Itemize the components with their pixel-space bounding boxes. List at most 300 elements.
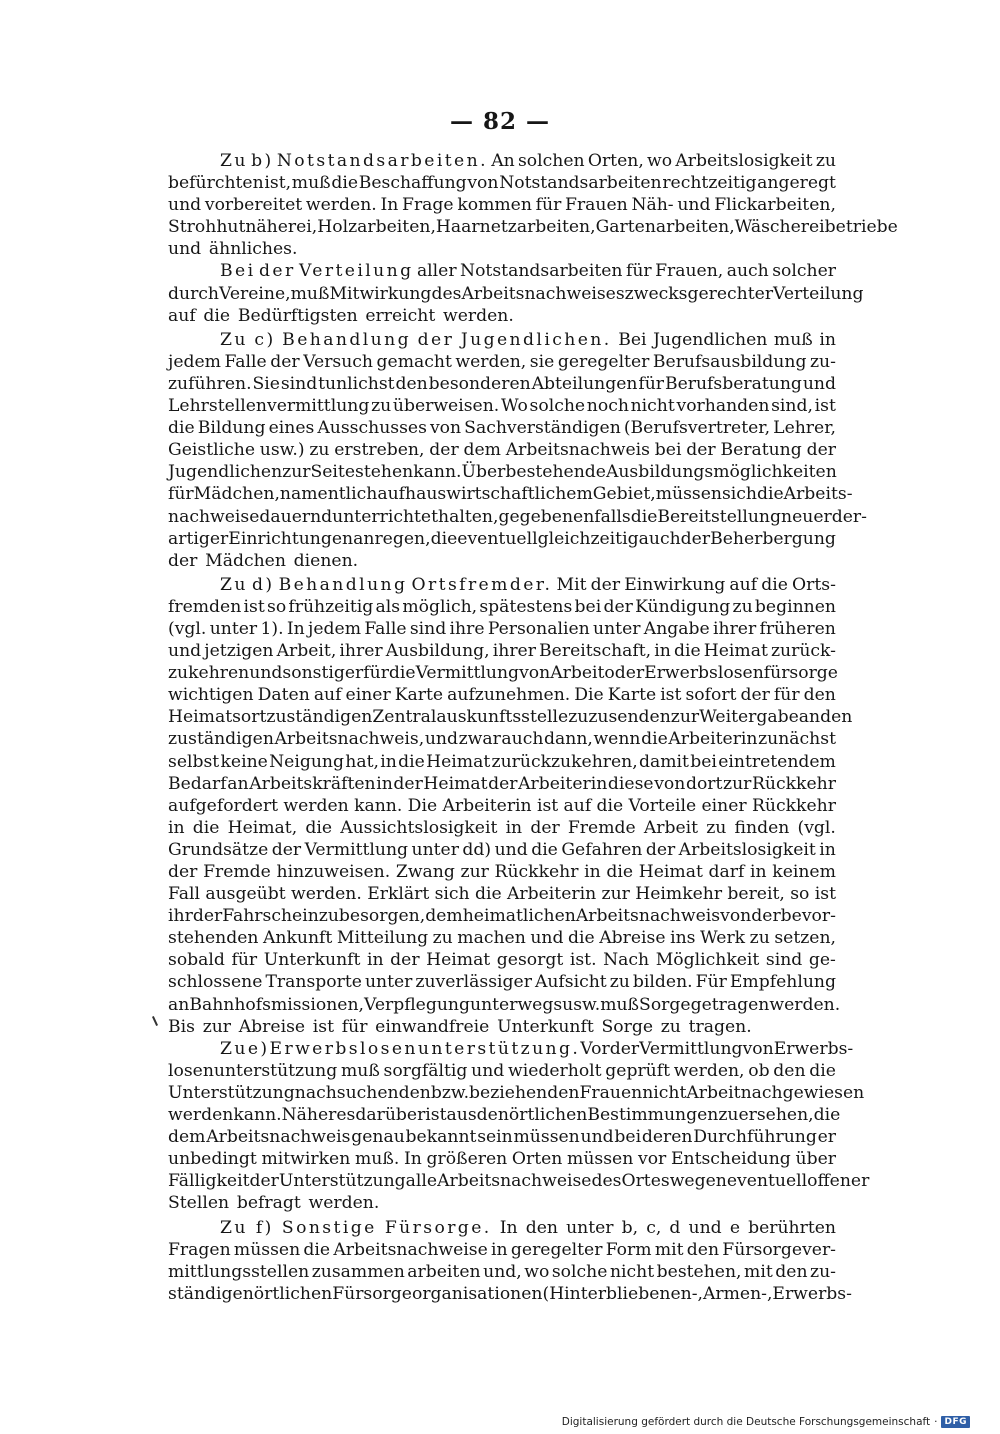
word: deren [641, 1127, 693, 1148]
footer-text: Digitalisierung gefördert durch die Deutsche Forschungsgemeinschaft [561, 1416, 931, 1428]
word: Holzarbeiten, [317, 217, 436, 238]
word: besonderen [428, 373, 531, 394]
word: einer [701, 795, 747, 816]
word: zur [601, 884, 630, 905]
word: Für [695, 972, 727, 993]
word: Fragen [168, 1239, 231, 1260]
word: ist [814, 884, 836, 905]
word: Versuch [303, 351, 373, 372]
word: der [270, 351, 300, 372]
text-line [168, 461, 836, 483]
word: des [591, 1171, 622, 1192]
word: Arbeitslosigkeit [678, 839, 816, 860]
word: Zwang [395, 862, 455, 882]
text-line [168, 351, 836, 373]
text-line [168, 1060, 836, 1082]
word: Zu [220, 1217, 248, 1238]
text-line [168, 795, 836, 817]
word: die [757, 484, 784, 505]
word: zuführen. [168, 373, 252, 394]
word: Arbeit, [276, 641, 337, 662]
word: getragen [690, 994, 770, 1015]
word: Mädchen, [193, 484, 280, 505]
word: zu [718, 1105, 739, 1126]
word: An [491, 151, 515, 171]
word: losenunterstützung [168, 1060, 338, 1081]
word: Ankunft [263, 928, 333, 949]
word: Sorge [601, 1016, 653, 1037]
word: den [803, 685, 836, 706]
word: die [168, 418, 195, 439]
word: Berufsausbildung [652, 351, 807, 372]
word: f) [255, 1217, 274, 1238]
text-line [168, 839, 836, 861]
word: genau [351, 1127, 405, 1148]
word: Die [407, 795, 438, 816]
word: Angabe [643, 618, 710, 639]
word: Karte [394, 685, 444, 706]
word: zunächst [758, 729, 836, 750]
word: Bedürftigsten [237, 305, 358, 326]
word: Notstandsarbeiten [499, 173, 662, 194]
word: Heimat [426, 751, 491, 772]
text-line [168, 260, 836, 282]
word: Strohhutnäherei, [168, 217, 318, 238]
word: In [286, 618, 305, 639]
word: Falle [364, 618, 407, 639]
word: zu [318, 906, 339, 927]
word: kann. [354, 795, 403, 816]
text-line [168, 483, 853, 505]
word: hinzuweisen. [276, 862, 391, 882]
word: der [390, 950, 420, 971]
word: keinem [772, 862, 836, 882]
word: kann. [413, 462, 462, 483]
word: Arbeiterin [507, 884, 597, 905]
word: wegen [669, 1171, 727, 1192]
word: sind [280, 373, 318, 394]
dfg-logo-icon: DFG [941, 1416, 970, 1428]
word: aller [416, 261, 457, 282]
word: einer [345, 685, 391, 706]
word: unterrichtet [332, 506, 438, 527]
word: bevor- [780, 906, 836, 927]
word: zurück- [771, 641, 836, 662]
word: Arbeitsnachweise [333, 1239, 488, 1260]
word: und [580, 1127, 614, 1148]
word: Beherbergung [710, 528, 836, 549]
word: Frauen, [655, 261, 724, 282]
word: ist [425, 1105, 447, 1126]
word: c) [254, 329, 276, 350]
word: eintretendem [718, 751, 836, 772]
word: Fremde [203, 862, 271, 882]
word: der [806, 440, 836, 461]
word: über [795, 1149, 836, 1170]
word: sein [477, 1127, 513, 1148]
word: die [630, 506, 658, 527]
word: geregelter [510, 1239, 603, 1260]
text-line [168, 283, 864, 305]
word: auf [377, 484, 406, 505]
text-line [168, 817, 836, 839]
word: keine [220, 751, 268, 772]
word: ersehen, [738, 1105, 814, 1126]
word: Vermittlung [639, 1038, 743, 1059]
word: der [271, 839, 302, 860]
word: Durchführung [693, 1127, 817, 1148]
word: für [341, 1016, 368, 1037]
word: Arbeitsnachweis [206, 1127, 351, 1148]
word: Jugendlichen [168, 462, 283, 483]
word: kommen [457, 195, 532, 216]
text-line [168, 1082, 865, 1104]
word: Bahnhofsmissionen, [189, 994, 364, 1015]
word: zuständigen [266, 707, 373, 728]
word: Zentralauskunftsstelle [372, 707, 569, 728]
word: die [303, 1239, 331, 1260]
text-line [168, 1126, 836, 1148]
word: Unterkunft [263, 950, 361, 971]
text-line [168, 994, 841, 1016]
word: darüber [355, 1105, 426, 1126]
word: Lehrer, [773, 418, 836, 439]
word: die [331, 173, 359, 194]
word: mitwirken [261, 1149, 351, 1170]
word: und [802, 373, 836, 394]
word: solcher [772, 261, 836, 282]
word: ausgeübt [205, 884, 286, 905]
word: Einrichtungen [228, 528, 354, 549]
word: Erwerbslosenunterstützung. [269, 1038, 581, 1059]
word: Bestimmungen [587, 1105, 719, 1126]
word: dauernd [259, 506, 333, 527]
word: örtlichen [508, 1105, 588, 1126]
word: bekannt [405, 1127, 477, 1148]
word: ge- [808, 950, 836, 971]
word: Empfehlung [729, 972, 836, 993]
word: tragen. [688, 1016, 752, 1037]
word: sich [434, 884, 470, 905]
word: größeren [426, 1149, 508, 1170]
word: in [505, 817, 523, 838]
word: c, [646, 1217, 662, 1238]
word: Form [605, 1239, 652, 1260]
word: an [168, 994, 190, 1015]
word: und [168, 641, 202, 662]
word: der [751, 906, 781, 927]
word: Zu [220, 151, 248, 171]
word: auch [726, 261, 769, 282]
word: Unterkunft [497, 1016, 594, 1037]
word: setzen, [774, 928, 836, 949]
word: für [638, 373, 665, 394]
word: die [430, 528, 458, 549]
word: wo [647, 151, 673, 171]
word: werden. [443, 305, 514, 326]
word: Abreise [238, 1016, 306, 1037]
word: ins [670, 928, 696, 949]
word: In [403, 1149, 422, 1170]
word: tunlichst [318, 373, 395, 394]
word: ist, [264, 173, 292, 194]
word: der [609, 1038, 640, 1059]
word: aus [446, 1105, 477, 1126]
word: usw. [562, 994, 601, 1015]
word: so [267, 596, 287, 617]
word: Bei [220, 261, 256, 282]
word: bzw. [430, 1082, 470, 1103]
word: von [654, 773, 686, 794]
word: beginnen [754, 596, 836, 617]
word: Fürsorgeorganisationen [332, 1283, 543, 1304]
word: (vgl. [168, 618, 207, 639]
word: zur [282, 462, 311, 483]
word: noch [586, 396, 629, 417]
word: fremden [168, 596, 242, 617]
word: Orten, [587, 151, 644, 171]
word: aufgefordert [168, 795, 279, 816]
word: Seite [310, 462, 356, 483]
word: dann, [544, 729, 593, 750]
word: solchen [517, 151, 585, 171]
word: eventuell [457, 528, 538, 549]
page-number: — 82 — [449, 108, 551, 135]
word: die [398, 751, 425, 772]
word: für [168, 484, 194, 505]
text-line [168, 1217, 836, 1239]
word: Karte [607, 685, 657, 706]
word: nachgewiesen [740, 1082, 865, 1103]
word: alle [405, 1171, 438, 1192]
word: in [168, 817, 185, 838]
word: und [249, 663, 283, 684]
word: Bereitstellung [657, 506, 782, 527]
word: unbedingt [168, 1149, 257, 1170]
word: gerechter [687, 283, 774, 304]
word: Falle [224, 351, 267, 372]
text-line [168, 373, 836, 395]
word: einwandfreie [375, 1016, 490, 1037]
word: schlossene [168, 972, 263, 993]
text-line [168, 150, 836, 172]
word: die [474, 884, 502, 905]
word: sind [409, 618, 447, 639]
word: Rückkehr [751, 795, 836, 816]
word: bei [574, 596, 602, 617]
word: sonstiger [282, 663, 364, 684]
word: Einwirkung [624, 574, 726, 595]
word: Ortes [621, 1171, 670, 1192]
word: unter [593, 618, 641, 639]
word: gesorgt [496, 950, 564, 971]
word: machen [457, 928, 526, 949]
word: werden, [455, 351, 527, 372]
word: der [530, 817, 560, 838]
word: Lehrstellenvermittlung [168, 396, 370, 417]
word: (Berufsvertreter, [623, 418, 771, 439]
word: Gartenarbeiten, [595, 217, 735, 238]
word: Arbeitsnachweises [461, 283, 625, 304]
word: die [673, 641, 701, 662]
word: Neigung [269, 751, 344, 772]
word: früheren [759, 618, 836, 639]
word: Entscheidung [670, 1149, 791, 1170]
word: Armen-, [702, 1283, 773, 1304]
word: In [380, 195, 399, 216]
word: geregelter [557, 351, 650, 372]
word: Werk [700, 928, 746, 949]
word: Haarnetzarbeiten, [435, 217, 596, 238]
word: unter [364, 972, 413, 993]
word: Aussichtslosigkeit [340, 817, 498, 838]
word: und [424, 729, 458, 750]
word: rechtzeitig [662, 173, 757, 194]
word: Näheres [281, 1105, 356, 1126]
word: zu [371, 396, 392, 417]
word: muß. [354, 1149, 400, 1170]
word: auch [638, 528, 681, 549]
text-line [168, 949, 836, 971]
word: der [680, 528, 711, 549]
text-line [168, 550, 836, 572]
word: anregen, [353, 528, 431, 549]
word: überweisen. [392, 396, 500, 417]
word: sobald [168, 950, 225, 971]
word: Bis [168, 1016, 195, 1037]
word: werden [283, 795, 349, 816]
text-line [168, 751, 836, 773]
word: Bei [618, 329, 647, 350]
word: gegebenenfalls [498, 506, 631, 527]
text-line [168, 1104, 841, 1126]
word: Heimat, [227, 817, 298, 838]
word: Mit [556, 574, 587, 595]
word: Fall [168, 884, 200, 905]
word: dem [425, 906, 463, 927]
word: nachweise [168, 506, 260, 527]
word: unter [411, 839, 459, 860]
word: Erwerbslosenfürsorge [644, 663, 838, 684]
word: Sie [252, 373, 280, 394]
word: von [742, 1038, 774, 1059]
word: zur [460, 862, 489, 882]
word: Zu [220, 329, 248, 350]
word: wo [524, 1261, 550, 1282]
word: ob [748, 1060, 770, 1081]
word: zur [202, 1016, 232, 1037]
word: die [809, 1060, 836, 1081]
word: Heimatsort [168, 707, 267, 728]
word: für [363, 663, 389, 684]
stray-ink-mark [152, 1016, 158, 1026]
word: werden. [308, 1193, 380, 1214]
word: Sachverständigen [464, 418, 621, 439]
word: der [417, 329, 455, 350]
word: Frage [402, 195, 454, 216]
word: und [471, 1060, 505, 1081]
word: nicht [642, 1082, 687, 1103]
word: ist [660, 685, 682, 706]
text-line [168, 861, 836, 883]
word: ihrer [492, 641, 536, 662]
word: Nach [603, 950, 650, 971]
word: müssen [233, 1239, 301, 1260]
word: erstreben, [334, 440, 425, 461]
word: Sorge [639, 994, 691, 1015]
word: Fahrschein [222, 906, 319, 927]
word: auf [313, 685, 342, 706]
word: bei [654, 440, 682, 461]
word: (Hinterbliebenen-, [542, 1283, 703, 1304]
word: Weitergabe [699, 707, 799, 728]
word: Ausschusses [317, 418, 427, 439]
word: die [596, 795, 624, 816]
text-line [168, 1261, 836, 1283]
word: befürchten [168, 173, 264, 194]
word: Unterstützung [278, 1171, 406, 1192]
text-line [168, 684, 836, 706]
word: b, [621, 1217, 639, 1238]
text-line [168, 1192, 836, 1214]
word: ist [536, 795, 559, 816]
word: unterwegs [470, 994, 563, 1015]
word: bereit, [727, 884, 785, 905]
word: von [467, 173, 499, 194]
word: Bedarf [168, 773, 227, 794]
word: bilden. [632, 972, 693, 993]
word: die [568, 928, 595, 949]
word: in [366, 950, 384, 971]
word: Arbeit [643, 817, 699, 838]
word: Abteilungen [531, 373, 638, 394]
word: sich [721, 484, 757, 505]
word: gemacht [376, 351, 452, 372]
word: Vor [580, 1038, 610, 1059]
text-line [168, 1148, 836, 1170]
document-body [168, 150, 898, 1305]
word: für [625, 261, 652, 282]
word: Arbeitsnachweis, [274, 729, 425, 750]
word: hauswirtschaftlichem [405, 484, 593, 505]
word: sind, [771, 396, 813, 417]
word: für [231, 950, 258, 971]
text-line [168, 971, 836, 993]
word: Arbeitsnachweise [437, 1171, 592, 1192]
word: Personalien [487, 618, 590, 639]
word: ist [312, 1016, 335, 1037]
word: neuer [781, 506, 832, 527]
word: ihr [168, 906, 193, 927]
word: die [606, 862, 634, 882]
word: an [227, 773, 249, 794]
word: zu [706, 817, 727, 838]
footer-dot: · [934, 1416, 938, 1428]
word: Verteilung [299, 261, 414, 282]
word: Behandlung [278, 574, 408, 595]
word: der [603, 596, 633, 617]
word: heimatlichen [462, 906, 576, 927]
word: Arbeiterin [518, 773, 608, 794]
word: Bildung [197, 418, 266, 439]
word: d) [251, 574, 275, 595]
word: ähnliches. [208, 239, 298, 260]
word: Vorteile [628, 795, 697, 816]
word: Arbeits- [783, 484, 853, 505]
word: dem [463, 440, 501, 461]
word: Fremde [567, 817, 636, 838]
word: Zu [220, 574, 248, 595]
